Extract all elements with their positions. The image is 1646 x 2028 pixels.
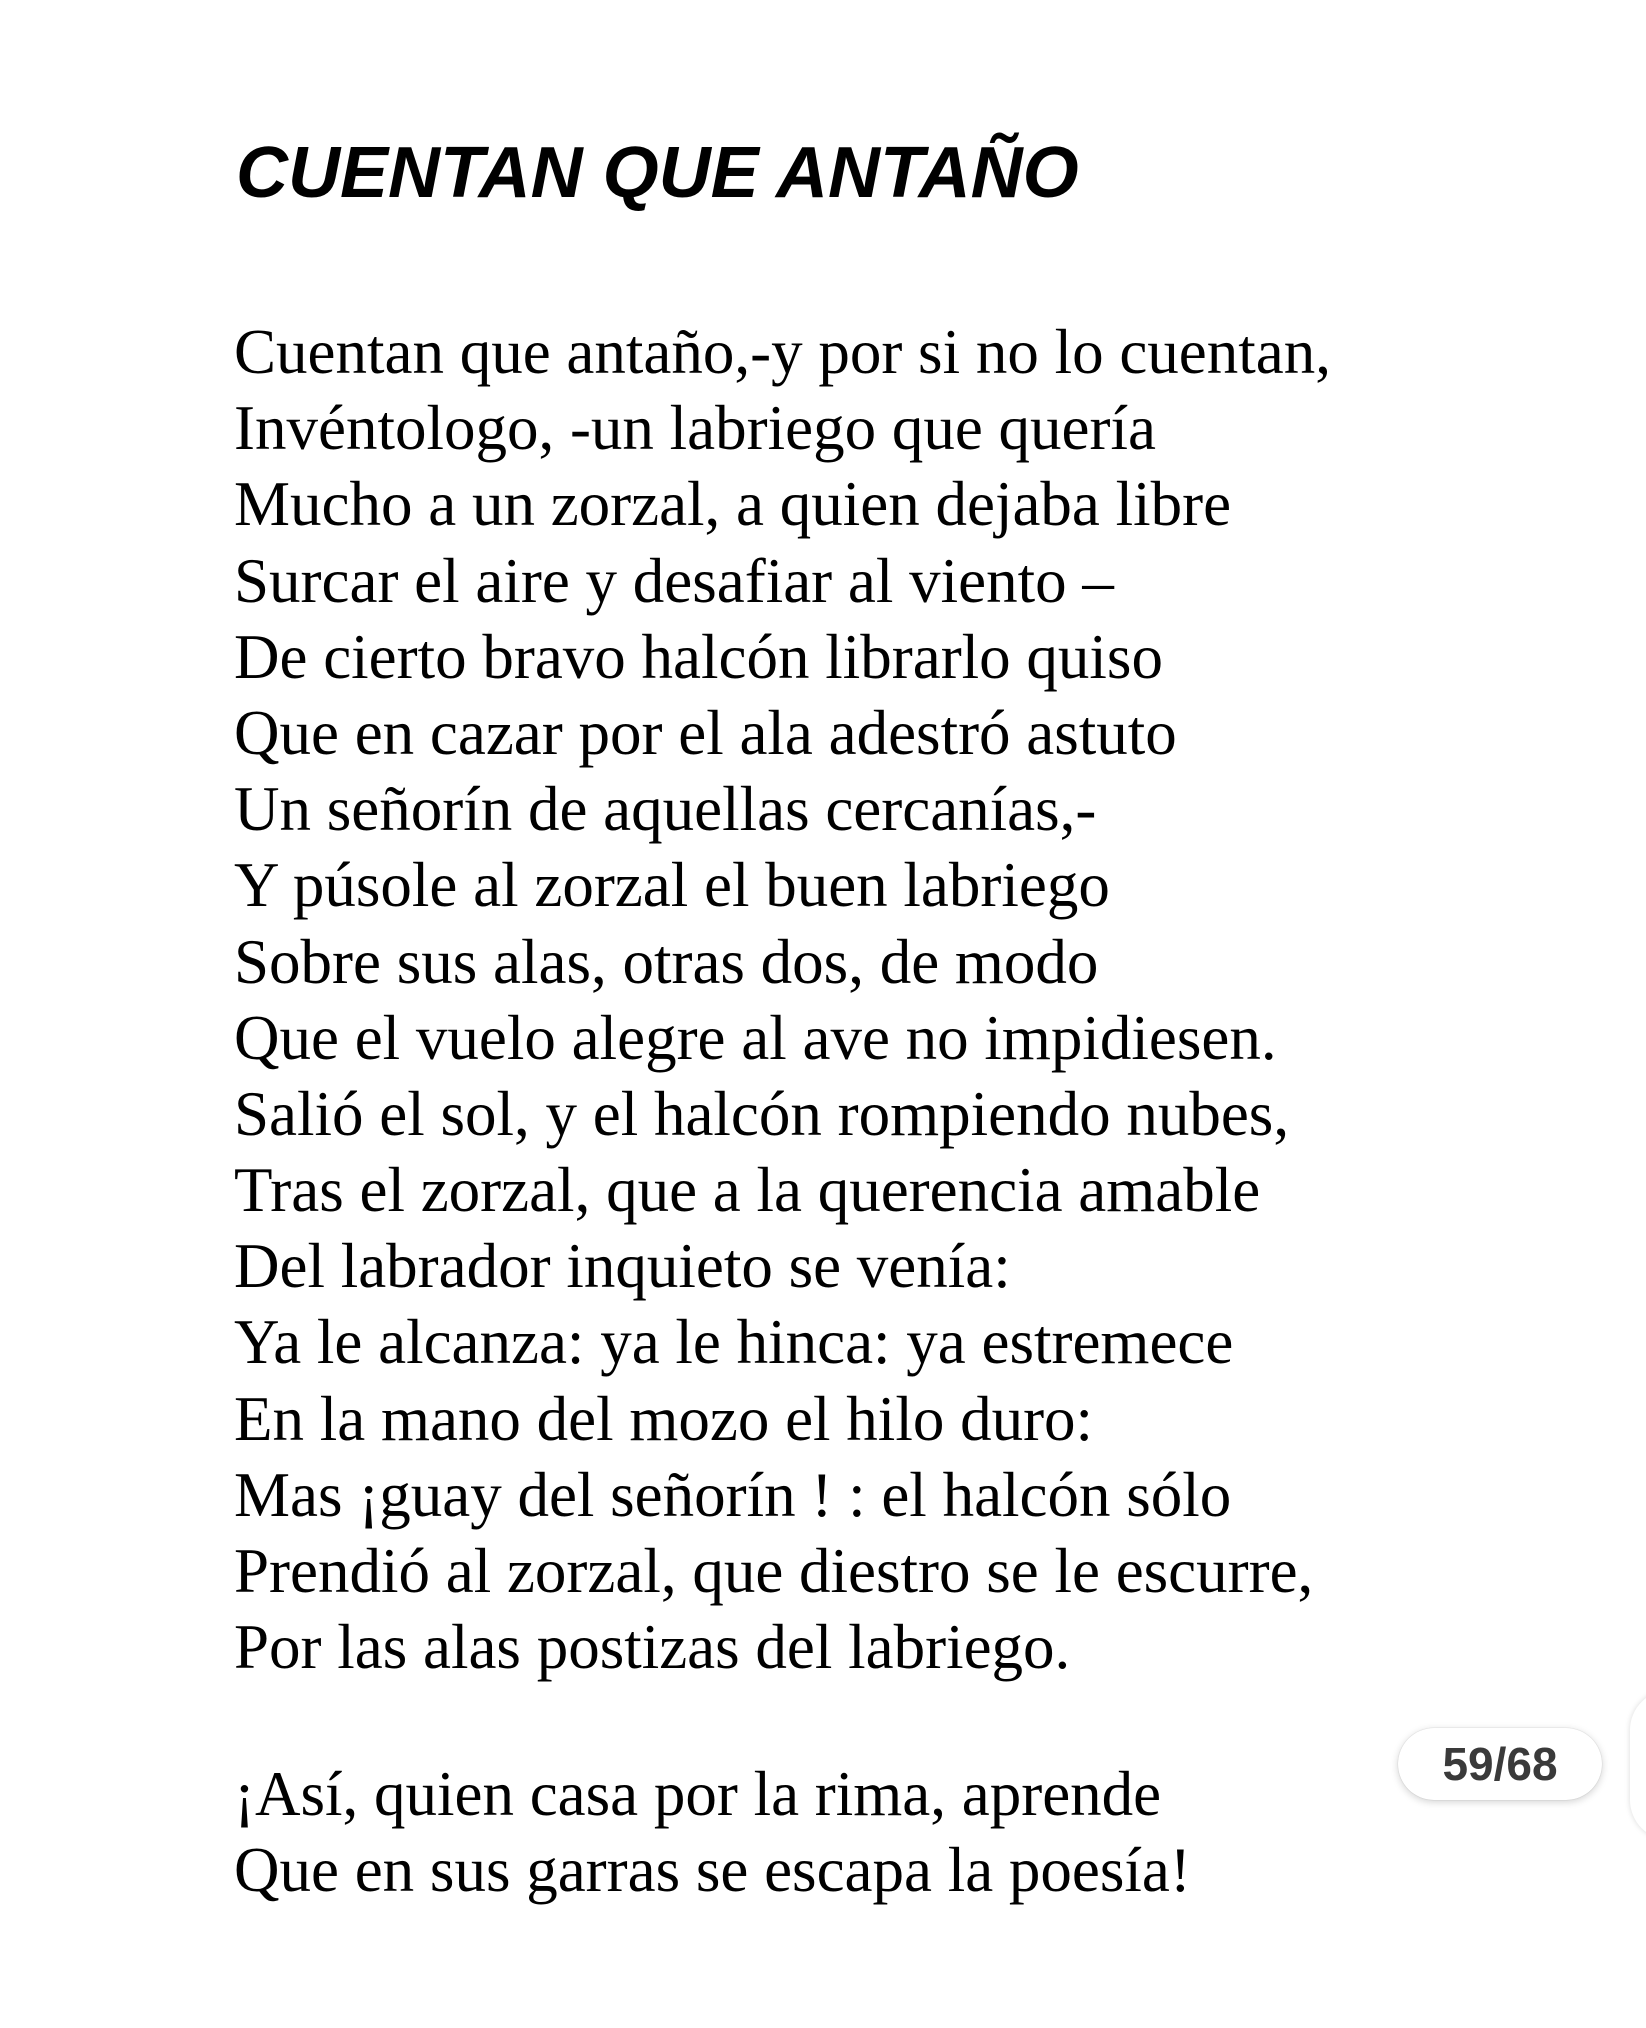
verse-line: Mucho a un zorzal, a quien dejaba libre <box>234 469 1232 540</box>
verse-line: Que el vuelo alegre al ave no impidiesen. <box>234 1002 1277 1073</box>
verse-line: Surcar el aire y desafiar al viento – <box>234 545 1114 616</box>
poem-title: CUENTAN QUE ANTAÑO <box>236 133 1079 213</box>
verse-line: Invéntologo, -un labriego que quería <box>234 393 1156 464</box>
verse-line: Del labrador inquieto se venía: <box>234 1231 1011 1302</box>
verse-line: Que en sus garras se escapa la poesía! <box>234 1835 1191 1906</box>
verse-line: Prendió al zorzal, que diestro se le escurre, <box>234 1536 1314 1606</box>
verse-line: De cierto bravo halcón librarlo quiso <box>234 621 1163 692</box>
verse-line: Por las alas postizas del labriego. <box>234 1612 1071 1683</box>
stanza-1 <box>234 314 1331 1685</box>
verse-line: Tras el zorzal, que a la querencia amable <box>234 1155 1261 1226</box>
verse-line: Mas ¡guay del señorín ! : el halcón sólo <box>234 1459 1232 1530</box>
side-scroll-handle[interactable] <box>1630 1690 1646 1840</box>
stanza-2 <box>234 1756 1191 1908</box>
verse-line: Cuentan que antaño,-y por si no lo cuentan, <box>234 317 1331 387</box>
verse-line: Ya le alcanza: ya le hinca: ya estremece <box>234 1307 1234 1378</box>
verse-line: Sobre sus alas, otras dos, de modo <box>234 926 1099 997</box>
verse-line: ¡Así, quien casa por la rima, aprende <box>234 1759 1162 1829</box>
verse-line: Que en cazar por el ala adestró astuto <box>234 697 1177 768</box>
verse-line: Y púsole al zorzal el buen labriego <box>234 850 1110 921</box>
verse-line: En la mano del mozo el hilo duro: <box>234 1383 1094 1454</box>
page-indicator-badge[interactable]: 59/68 <box>1398 1728 1602 1800</box>
verse-line: Salió el sol, y el halcón rompiendo nubes, <box>234 1078 1290 1149</box>
verse-line: Un señorín de aquellas cercanías,- <box>234 774 1097 845</box>
